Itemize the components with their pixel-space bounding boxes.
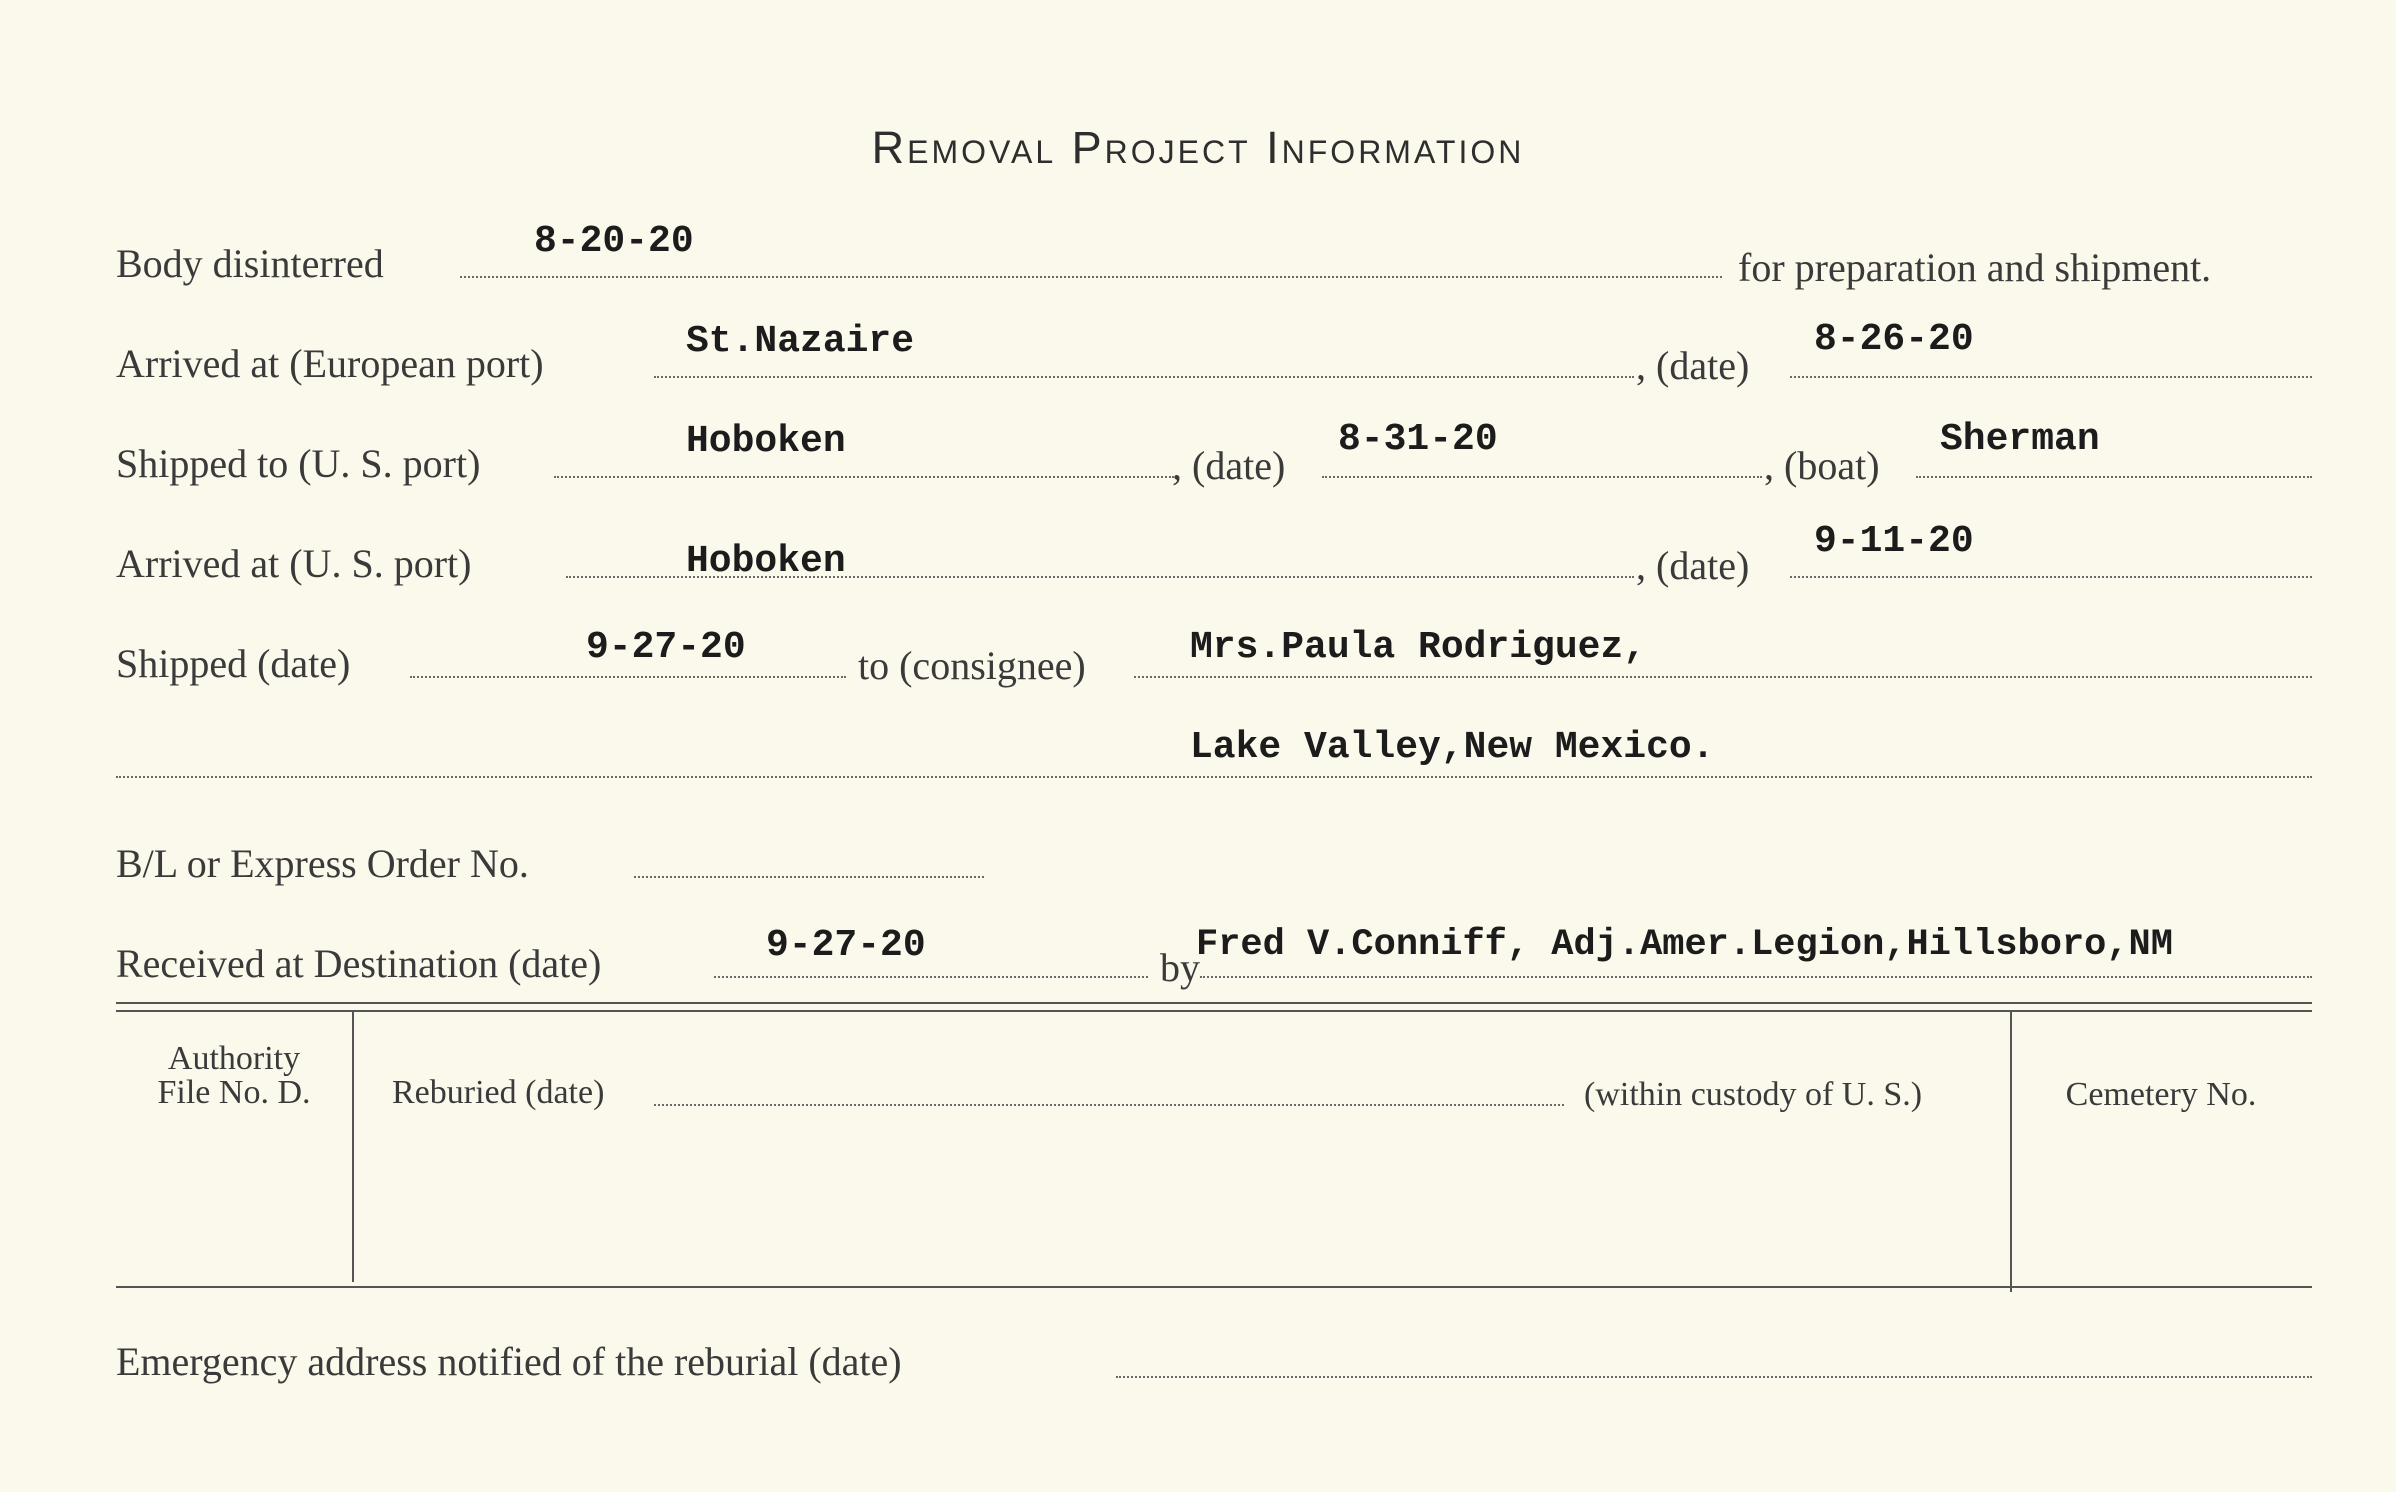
label-european-date: , (date) <box>1636 343 1750 388</box>
value-received-by[interactable]: Fred V.Conniff, Adj.Amer.Legion,Hillsboro,NM <box>1196 924 2173 966</box>
line-emergency[interactable] <box>1116 1376 2312 1378</box>
label-emergency: Emergency address notified of the reburial (date) <box>116 1339 902 1384</box>
table-bottom-rule <box>116 1286 2312 1288</box>
label-arrived-date: , (date) <box>1636 543 1750 588</box>
label-cemetery: Cemetery No. <box>2065 1076 2257 1113</box>
label-to-consignee: to (consignee) <box>858 643 1086 688</box>
line-european-port <box>654 376 1634 378</box>
line-boat <box>1916 476 2312 478</box>
label-body-disinterred: Body disinterred <box>116 241 384 286</box>
value-shipped-out-date[interactable]: 9-27-20 <box>586 626 746 669</box>
label-authority-2: File No. D. <box>157 1074 311 1111</box>
label-arrived-us: Arrived at (U. S. port) <box>116 541 472 586</box>
table-top-rule-2 <box>116 1010 2312 1012</box>
value-us-port-shipped[interactable]: Hoboken <box>686 420 846 463</box>
table-divider-right <box>2010 1012 2012 1292</box>
line-received-date <box>714 976 1148 978</box>
value-shipped-date[interactable]: 8-31-20 <box>1338 418 1498 461</box>
label-custody: (within custody of U. S.) <box>1584 1076 1923 1113</box>
line-consignee-2 <box>116 776 2312 778</box>
line-shipped-date <box>1322 476 1762 478</box>
line-european-date <box>1790 376 2312 378</box>
label-shipped-to-us: Shipped to (U. S. port) <box>116 441 481 486</box>
value-us-port-arrived[interactable]: Hoboken <box>686 540 846 583</box>
line-arrived-date <box>1790 576 2312 578</box>
label-shipped-out-date: Shipped (date) <box>116 641 351 686</box>
label-shipped-date: , (date) <box>1172 443 1286 488</box>
value-boat[interactable]: Sherman <box>1940 418 2100 461</box>
label-bl-express: B/L or Express Order No. <box>116 841 529 886</box>
table-top-rule-1 <box>116 1002 2312 1004</box>
label-by: by <box>1160 945 1200 990</box>
value-disinterred-date[interactable]: 8-20-20 <box>534 220 694 263</box>
value-received-date[interactable]: 9-27-20 <box>766 924 926 967</box>
table-divider-left <box>352 1012 354 1282</box>
line-reburied[interactable] <box>654 1104 1564 1106</box>
value-consignee-line1[interactable]: Mrs.Paula Rodriguez, <box>1190 626 1647 669</box>
label-arrived-european: Arrived at (European port) <box>116 341 544 386</box>
value-arrived-date[interactable]: 9-11-20 <box>1814 520 1974 563</box>
value-consignee-line2[interactable]: Lake Valley,New Mexico. <box>1190 726 1715 769</box>
label-for-preparation: for preparation and shipment. <box>1738 245 2212 290</box>
card-title: Removal Project Information <box>871 122 1525 173</box>
line-received-by <box>1200 976 2312 978</box>
line-us-port <box>554 476 1174 478</box>
value-european-port[interactable]: St.Nazaire <box>686 320 915 363</box>
line-consignee-1 <box>1134 676 2312 678</box>
label-reburied: Reburied (date) <box>392 1074 605 1111</box>
line-disinterred <box>460 276 1722 278</box>
label-boat: , (boat) <box>1764 443 1880 488</box>
label-authority-1: Authority <box>167 1040 301 1077</box>
label-received-dest: Received at Destination (date) <box>116 941 602 986</box>
line-shipped-out-date <box>410 676 846 678</box>
line-bl-express[interactable] <box>634 876 984 878</box>
value-european-date[interactable]: 8-26-20 <box>1814 318 1974 361</box>
